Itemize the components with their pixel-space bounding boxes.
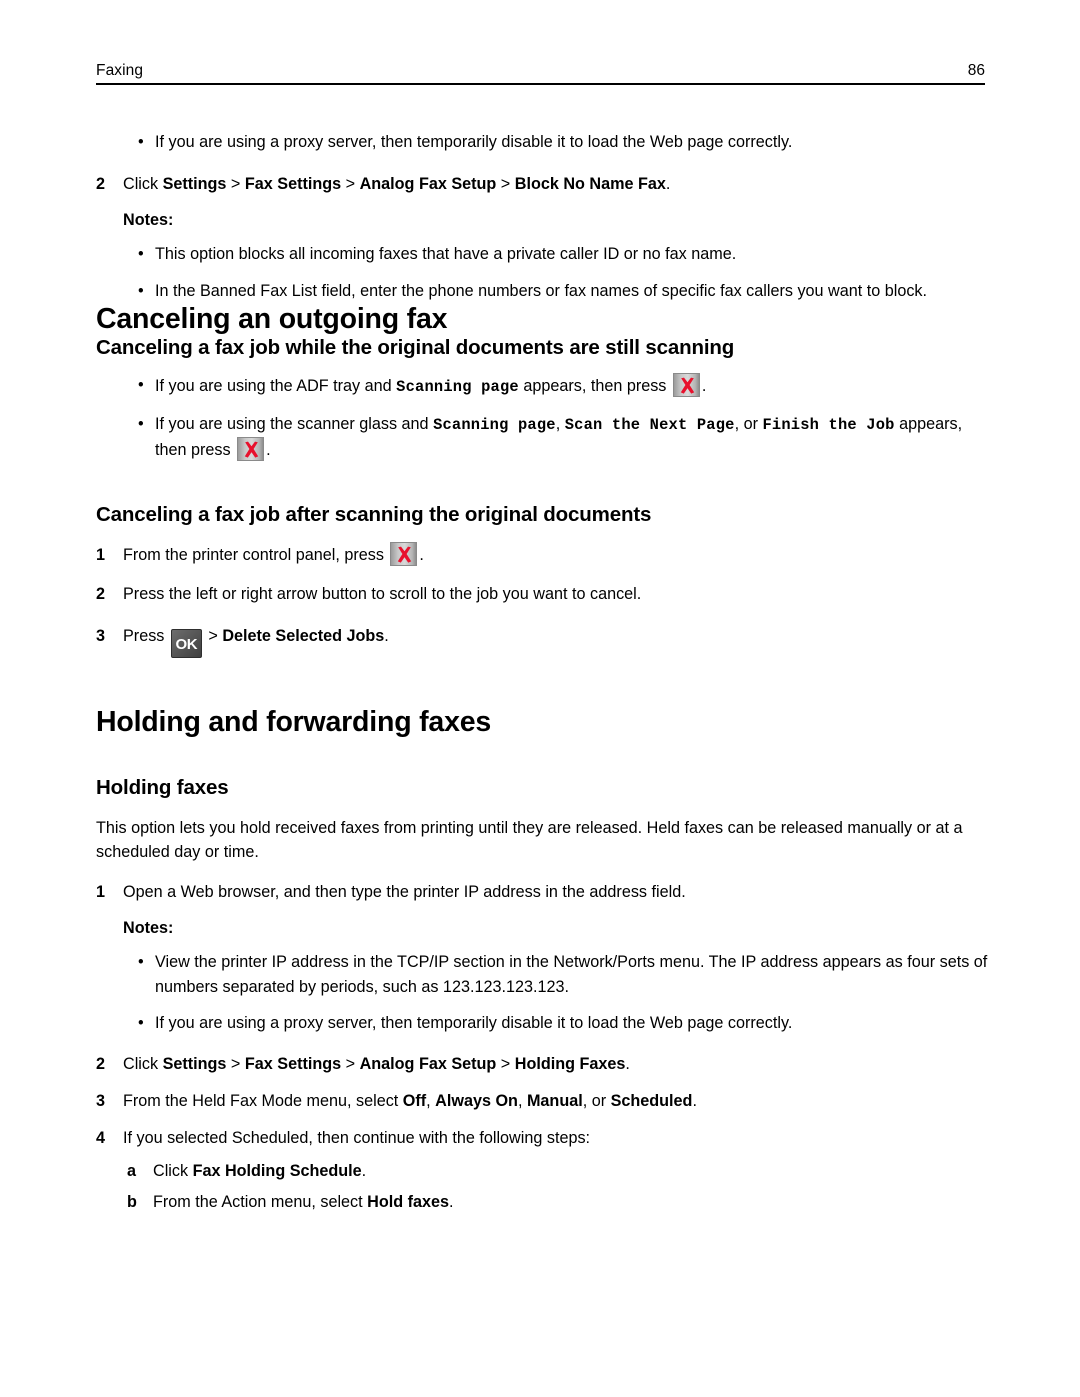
note-text: View the printer IP address in the TCP/IP section in the Network/Ports menu. The IP address appears as four sets of numbers separated by periods, such as 123.123.123.123. xyxy=(155,953,988,996)
text-fragment: appears, then press xyxy=(518,377,671,396)
option-scheduled: Scheduled xyxy=(610,1091,693,1110)
option-sep: , xyxy=(517,1091,527,1110)
cancel-x-button-icon[interactable] xyxy=(673,373,700,397)
step-lead: Click xyxy=(123,1054,163,1073)
header-chapter-title: Faxing xyxy=(96,62,144,79)
step-trailing: . xyxy=(625,1054,630,1073)
substep-letter: b xyxy=(127,1192,137,1211)
path-sep: > xyxy=(341,1054,360,1073)
list-item xyxy=(96,1011,991,1036)
step-text xyxy=(123,1092,697,1110)
section-heading-canceling-outgoing-fax: Canceling an outgoing fax xyxy=(96,303,448,335)
top-step-list xyxy=(96,171,991,197)
step4-substeps xyxy=(123,1158,991,1215)
step-lead: From the Held Fax Mode menu, select xyxy=(123,1091,403,1110)
menu-path-holding-faxes: Holding Faxes xyxy=(514,1054,626,1073)
list-item xyxy=(96,130,991,155)
bullet-dot-icon: • xyxy=(138,245,144,263)
text-fragment: From the Action menu, select xyxy=(153,1192,368,1211)
list-item xyxy=(96,879,991,905)
path-sep: > xyxy=(226,1054,245,1073)
text-fragment: , or xyxy=(734,414,763,433)
link-fax-holding-schedule: Fax Holding Schedule xyxy=(192,1161,362,1180)
step-trailing: . xyxy=(665,174,671,193)
list-item xyxy=(96,1088,991,1114)
step-number: 3 xyxy=(96,627,106,646)
cancel-x-button-icon[interactable] xyxy=(390,542,417,566)
bullet-dot-icon: • xyxy=(138,1014,144,1033)
text-fragment: , xyxy=(555,414,565,433)
option-last-sep: , or xyxy=(582,1091,611,1110)
ok-button-icon[interactable]: OK xyxy=(171,629,202,658)
substep-letter: a xyxy=(127,1161,137,1180)
option-off: Off xyxy=(402,1091,427,1110)
text-fragment: . xyxy=(449,1192,454,1211)
text-fragment: Click xyxy=(153,1161,193,1180)
step-number: 2 xyxy=(96,585,106,604)
cancel-while-scanning-bullets xyxy=(96,373,991,463)
notes-label: Notes: xyxy=(123,210,174,229)
step-trailing: . xyxy=(692,1091,697,1110)
menu-item-delete-selected-jobs: Delete Selected Jobs xyxy=(222,627,385,646)
list-item xyxy=(127,1158,991,1184)
text-fragment: . xyxy=(419,546,424,565)
path-sep: > xyxy=(226,174,245,193)
step-number: 2 xyxy=(96,174,106,193)
subsection-heading-cancel-while-scanning: Canceling a fax job while the original documents are still scanning xyxy=(96,335,735,359)
list-item xyxy=(96,1051,991,1077)
menu-path-analog-fax-setup: Analog Fax Setup xyxy=(359,1054,497,1073)
bullet-dot-icon: • xyxy=(138,414,144,433)
list-item xyxy=(96,242,991,267)
notes-label: Notes: xyxy=(123,918,174,937)
text-fragment: If you are using the scanner glass and xyxy=(155,414,434,433)
text-fragment: Press xyxy=(123,627,169,646)
bullet-dot-icon: • xyxy=(138,376,144,395)
substep-text xyxy=(153,1162,366,1180)
holding-notes-bullet-list xyxy=(96,950,991,1036)
bullet-dot-icon: • xyxy=(138,133,144,151)
bullet-dot-icon: • xyxy=(138,953,144,972)
holding-faxes-steps xyxy=(96,879,991,905)
top-bullet-list xyxy=(96,130,991,155)
text-fragment: If you are using the ADF tray and xyxy=(155,377,397,396)
menu-path-settings: Settings xyxy=(162,1054,227,1073)
step-text: If you selected Scheduled, then continue with the following steps: xyxy=(123,1128,591,1147)
step-text: Press the left or right arrow button to scroll to the job you want to cancel. xyxy=(123,585,642,604)
notes-bullet-list xyxy=(96,242,991,303)
holding-faxes-intro-paragraph: This option lets you hold received faxes from printing until they are released. Held faxes can be released manually or at a scheduled day or time. xyxy=(96,818,963,862)
display-text-scanning-page: Scanning page xyxy=(433,415,556,434)
text-fragment: . xyxy=(266,441,271,460)
step-text xyxy=(123,627,389,654)
list-item xyxy=(127,1189,991,1215)
option-hold-faxes: Hold faxes xyxy=(367,1192,450,1211)
list-item xyxy=(96,623,991,658)
text-fragment: appears, then press xyxy=(155,414,963,460)
note-text: If you are using a proxy server, then temporarily disable it to load the Web page correctly. xyxy=(155,1014,793,1033)
step-number: 4 xyxy=(96,1128,106,1147)
page-header xyxy=(96,62,985,85)
list-item xyxy=(96,412,991,463)
menu-path-fax-settings: Fax Settings xyxy=(244,174,342,193)
list-item xyxy=(96,279,991,304)
step-number: 1 xyxy=(96,882,106,901)
path-sep: > xyxy=(341,174,360,193)
page-content xyxy=(96,130,991,1215)
display-text-finish-the-job: Finish the Job xyxy=(762,415,895,434)
note-text: This option blocks all incoming faxes that have a private caller ID or no fax name. xyxy=(155,245,737,263)
subsection-heading-cancel-after-scanning: Canceling a fax job after scanning the original documents xyxy=(96,502,652,526)
page-number: 86 xyxy=(967,62,985,79)
note-text: In the Banned Fax List field, enter the phone numbers or fax names of specific fax callers you want to block. xyxy=(155,281,928,300)
list-item xyxy=(96,581,991,607)
bullet-text xyxy=(155,377,706,395)
display-text-scan-the-next-page: Scan the Next Page xyxy=(564,415,735,434)
text-fragment: > xyxy=(203,627,223,646)
section-heading-holding-forwarding-faxes: Holding and forwarding faxes xyxy=(96,706,492,739)
option-always-on: Always On xyxy=(435,1091,518,1110)
cancel-after-scanning-steps xyxy=(96,542,991,658)
substep-text xyxy=(153,1193,454,1211)
step-text: Open a Web browser, and then type the printer IP address in the address field. xyxy=(123,882,686,901)
list-item xyxy=(96,171,991,197)
step-text xyxy=(123,546,424,564)
step-number: 3 xyxy=(96,1091,106,1110)
list-item xyxy=(96,542,991,568)
text-fragment: . xyxy=(701,377,707,396)
menu-path-analog-fax-setup: Analog Fax Setup xyxy=(359,174,497,193)
cancel-x-button-icon[interactable] xyxy=(237,437,264,461)
path-sep: > xyxy=(496,174,515,193)
text-fragment: . xyxy=(384,627,389,646)
text-fragment: . xyxy=(361,1161,367,1180)
bullet-text: If you are using a proxy server, then temporarily disable it to load the Web page correctly. xyxy=(155,133,793,151)
step-text xyxy=(123,175,670,193)
option-manual: Manual xyxy=(526,1091,583,1110)
notes-block-top xyxy=(96,208,991,304)
menu-path-fax-settings: Fax Settings xyxy=(244,1054,342,1073)
text-fragment: From the printer control panel, press xyxy=(123,546,389,565)
notes-block-holding xyxy=(96,916,991,1036)
bullet-dot-icon: • xyxy=(138,281,144,300)
step-lead: Click xyxy=(123,174,163,193)
path-sep: > xyxy=(496,1054,515,1073)
menu-path-block-no-name-fax: Block No Name Fax xyxy=(514,174,666,193)
step-number: 2 xyxy=(96,1054,106,1073)
display-text-scanning-page: Scanning page xyxy=(396,378,519,397)
holding-faxes-steps-continued xyxy=(96,1051,991,1215)
list-item xyxy=(96,1125,991,1215)
bullet-text xyxy=(155,415,962,460)
step-text xyxy=(123,1055,630,1073)
option-sep: , xyxy=(426,1091,436,1110)
list-item xyxy=(96,950,991,999)
step-number: 1 xyxy=(96,546,106,565)
subsection-heading-holding-faxes: Holding faxes xyxy=(96,776,229,800)
list-item xyxy=(96,373,991,400)
menu-path-settings: Settings xyxy=(162,174,227,193)
